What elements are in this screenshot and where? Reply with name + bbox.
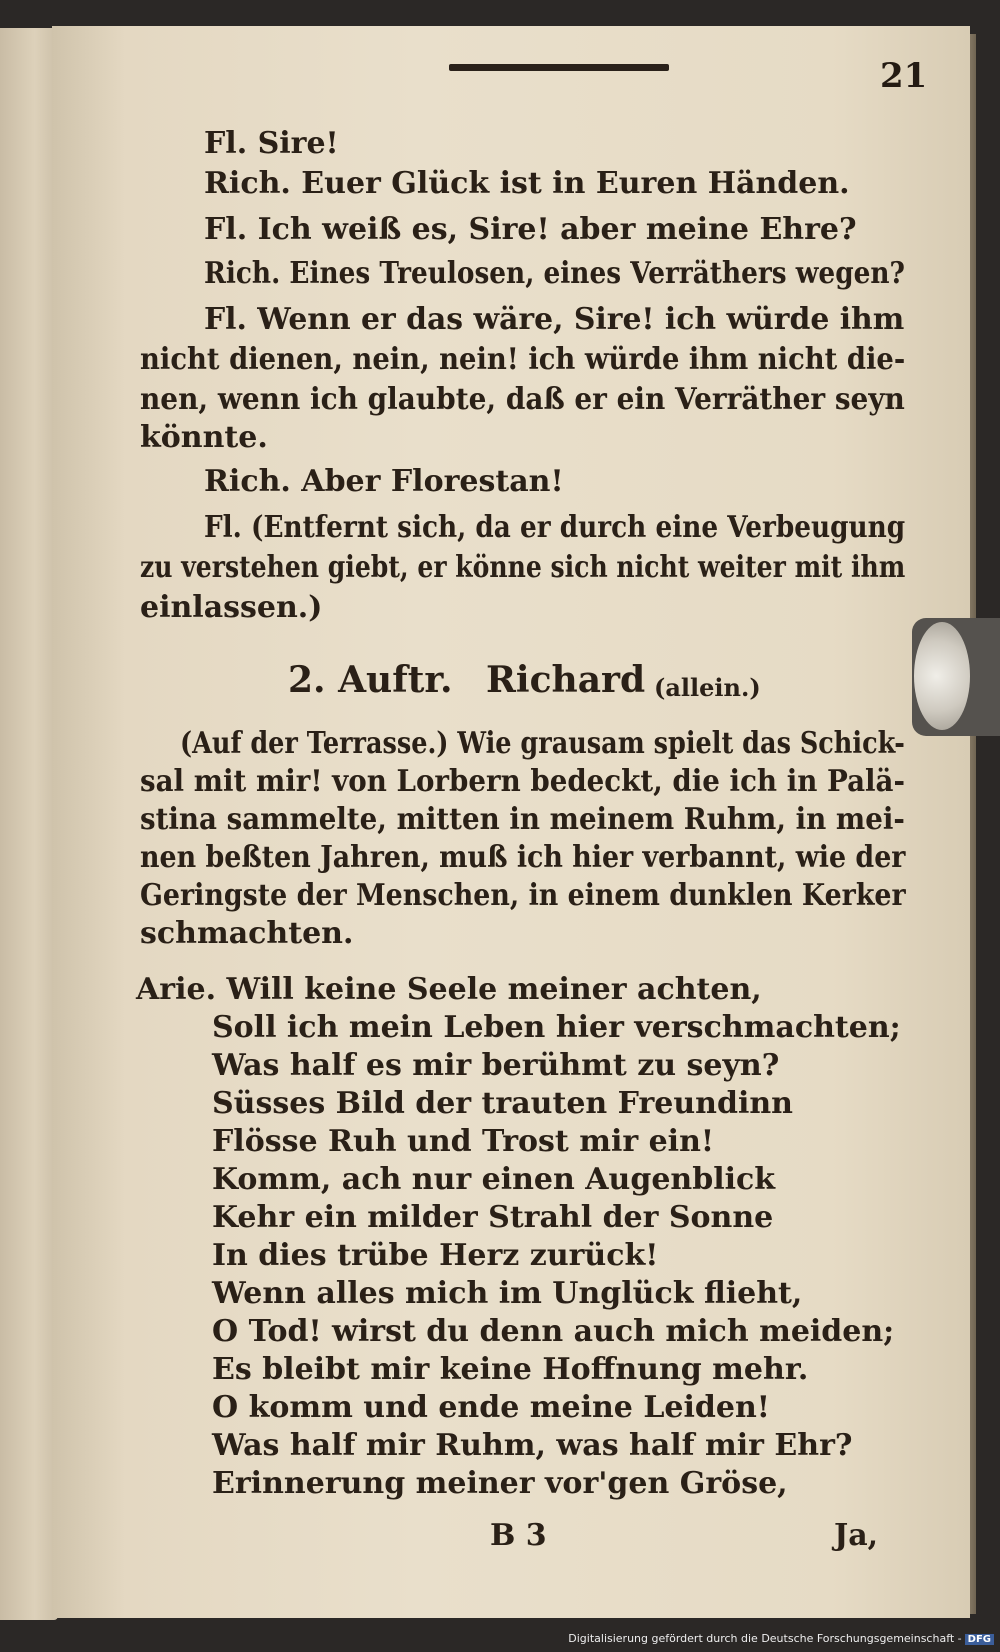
page-number: 21 <box>880 56 928 96</box>
text-line: Fl. Sire! <box>204 126 339 161</box>
aria-line: Kehr ein milder Strahl der Sonne <box>212 1200 774 1235</box>
text-line: könnte. <box>140 420 268 455</box>
aria-line: Erinnerung meiner vor'gen Gröse, <box>212 1466 788 1501</box>
aria-line: Was half mir Ruhm, was half mir Ehr? <box>212 1428 853 1463</box>
aria-line: Es bleibt mir keine Hoffnung mehr. <box>212 1352 809 1387</box>
footer-text: Digitalisierung gefördert durch die Deutsche Forschungsgemeinschaft - <box>568 1632 962 1645</box>
scene-heading-note: (allein.) <box>654 673 761 702</box>
text-line: nen beßten Jahren, muß ich hier verbannt, wie der <box>140 840 906 875</box>
scene-heading-name: Richard <box>486 659 646 701</box>
aria-line: Arie. Will keine Seele meiner achten, <box>136 972 762 1007</box>
text-line: nen, wenn ich glaubte, daß er ein Verräther seyn <box>140 382 905 417</box>
aria-line: Süsses Bild der trauten Freundinn <box>212 1086 793 1121</box>
dfg-badge: DFG <box>965 1634 994 1645</box>
text-line: (Auf der Terrasse.) Wie grausam spielt das Schick- <box>180 726 905 761</box>
signature-mark: B 3 <box>490 1518 547 1553</box>
text-line: Rich. Euer Glück ist in Euren Händen. <box>204 166 850 201</box>
aria-line: Flösse Ruh und Trost mir ein! <box>212 1124 715 1159</box>
text-line: stina sammelte, mitten in meinem Ruhm, in mei- <box>140 802 905 837</box>
text-line: nicht dienen, nein, nein! ich würde ihm nicht die- <box>140 342 906 377</box>
aria-line: Wenn alles mich im Unglück flieht, <box>212 1276 803 1311</box>
text-line: Fl. Ich weiß es, Sire! aber meine Ehre? <box>204 212 857 247</box>
digitization-footer <box>568 1632 994 1645</box>
text-line: Rich. Eines Treulosen, eines Verräthers wegen? <box>204 256 905 291</box>
aria-line: O komm und ende meine Leiden! <box>212 1390 770 1425</box>
text-line: Geringste der Menschen, in einem dunklen Kerker <box>140 878 906 913</box>
clip-ring <box>914 622 970 730</box>
catchword: Ja, <box>834 1518 879 1553</box>
aria-line: Soll ich mein Leben hier verschmachten; <box>212 1010 901 1045</box>
text-line: Fl. (Entfernt sich, da er durch eine Verbeugung <box>204 510 906 545</box>
text-line: sal mit mir! von Lorbern bedeckt, die ich in Palä- <box>140 764 905 799</box>
text-line: zu verstehen giebt, er könne sich nicht weiter mit ihm <box>140 550 906 585</box>
aria-line: In dies trübe Herz zurück! <box>212 1238 659 1273</box>
text-line: Rich. Aber Florestan! <box>204 464 564 499</box>
header-rule <box>449 64 669 71</box>
text-line: Fl. Wenn er das wäre, Sire! ich würde ihm <box>204 302 905 337</box>
text-line: schmachten. <box>140 916 354 951</box>
aria-line: O Tod! wirst du denn auch mich meiden; <box>212 1314 895 1349</box>
scene-heading-number: 2. Auftr. <box>288 659 453 701</box>
text-line: einlassen.) <box>140 590 323 625</box>
aria-line: Komm, ach nur einen Augenblick <box>212 1162 776 1197</box>
aria-line: Was half es mir berühmt zu seyn? <box>212 1048 780 1083</box>
facing-page-edge <box>0 28 58 1620</box>
